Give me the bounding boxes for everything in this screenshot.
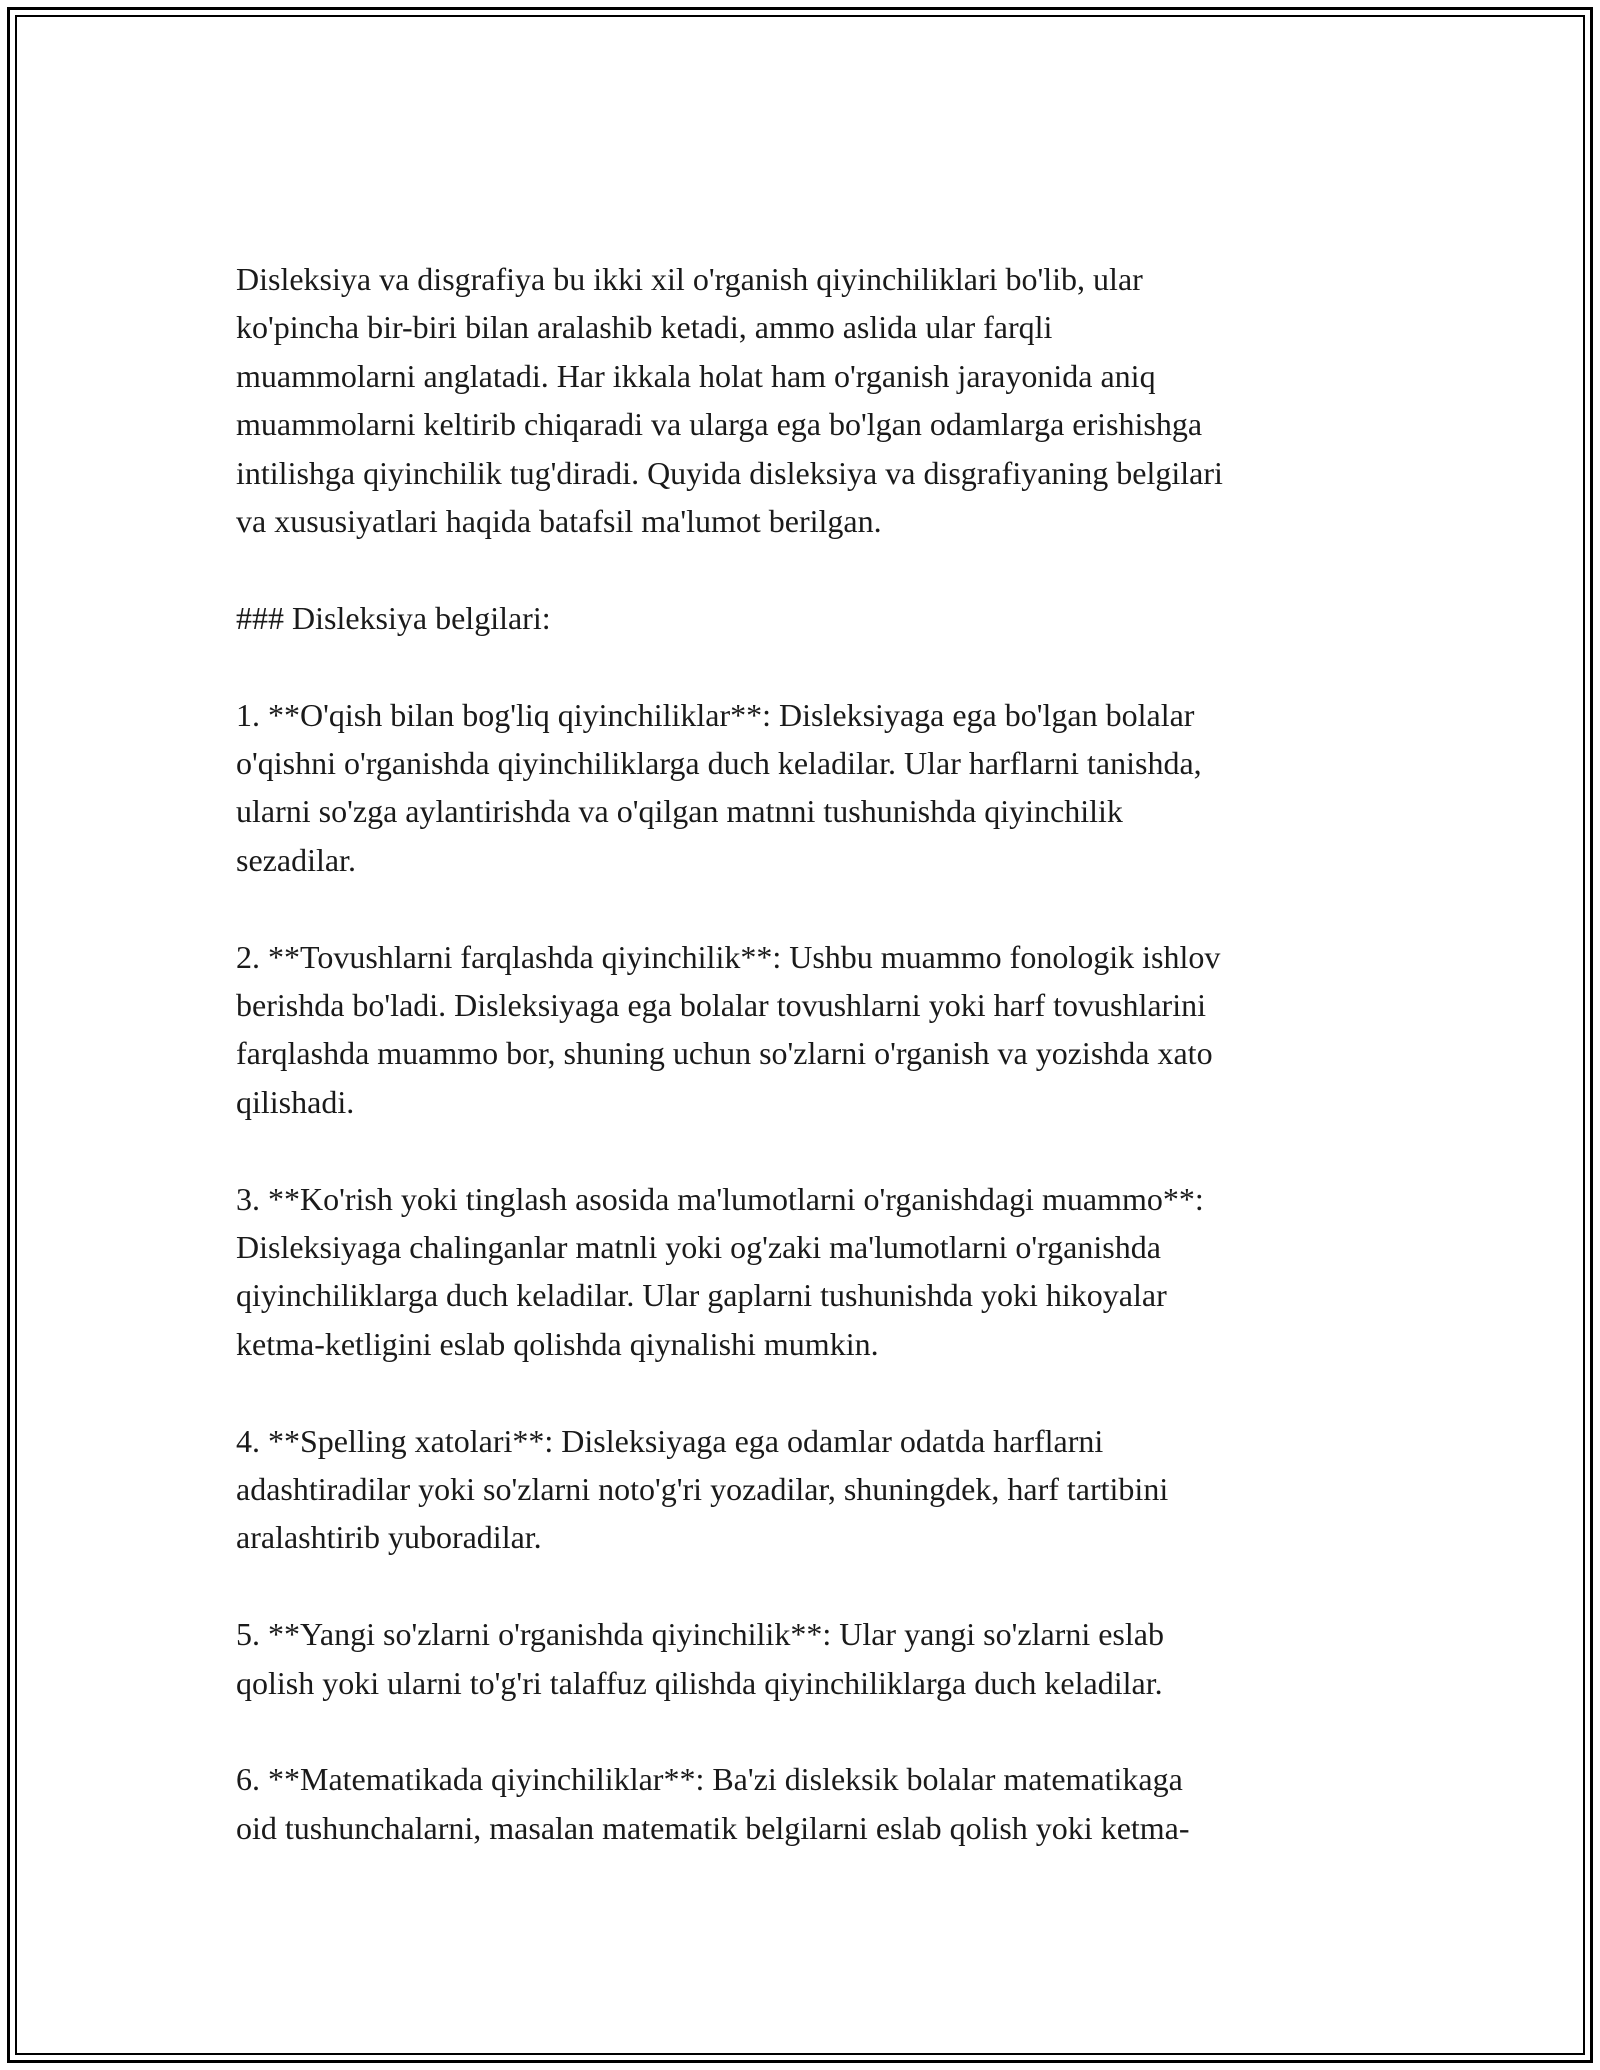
section-heading <box>236 594 1386 642</box>
text-line: ularni so'zga aylantirishda va o'qilgan matnni tushunishda qiyinchilik <box>236 793 1123 830</box>
text-line: o'qishni o'rganishda qiyinchiliklarga duch keladilar. Ular harflarni tanishda, <box>236 745 1202 782</box>
text-line: ko'pincha bir-biri bilan aralashib ketadi, ammo aslida ular farqli <box>236 309 1053 346</box>
list-item-4 <box>236 1417 1386 1562</box>
text-line: aralashtirib yuboradilar. <box>236 1519 542 1556</box>
heading-text: ### Disleksiya belgilari: <box>236 599 551 636</box>
text-line: 3. **Ko'rish yoki tinglash asosida ma'lumotlarni o'rganishdagi muammo**: <box>236 1180 1204 1217</box>
text-line: ketma-ketligini eslab qolishda qiynalishi mumkin. <box>236 1325 879 1362</box>
text-line: 1. **O'qish bilan bog'liq qiyinchiliklar**: Disleksiyaga ega bo'lgan bolalar <box>236 696 1195 733</box>
text-line: 2. **Tovushlarni farqlashda qiyinchilik**: Ushbu muammo fonologik ishlov <box>236 938 1221 975</box>
text-line: berishda bo'ladi. Disleksiyaga ega bolalar tovushlarni yoki harf tovushlarini <box>236 987 1206 1024</box>
list-item-2 <box>236 933 1386 1127</box>
text-line: adashtiradilar yoki so'zlarni noto'g'ri yozadilar, shuningdek, harf tartibini <box>236 1471 1169 1508</box>
list-item-1 <box>236 691 1386 885</box>
text-line: qiyinchiliklarga duch keladilar. Ular gaplarni tushunishda yoki hikoyalar <box>236 1277 1167 1314</box>
text-line: 6. **Matematikada qiyinchiliklar**: Ba'zi disleksik bolalar matematikaga <box>236 1761 1183 1798</box>
text-line: muammolarni anglatadi. Har ikkala holat ham o'rganish jarayonida aniq <box>236 357 1156 394</box>
text-line: Disleksiya va disgrafiya bu ikki xil o'rganish qiyinchiliklari bo'lib, ular <box>236 261 1143 297</box>
text-line: farqlashda muammo bor, shuning uchun so'zlarni o'rganish va yozishda xato <box>236 1035 1213 1072</box>
document-body <box>236 255 1386 1901</box>
text-line: qilishadi. <box>236 1083 355 1120</box>
intro-paragraph <box>236 255 1386 545</box>
text-line: 4. **Spelling xatolari**: Disleksiyaga ega odamlar odatda harflarni <box>236 1422 1104 1459</box>
text-line: va xususiyatlari haqida batafsil ma'lumot berilgan. <box>236 503 882 540</box>
text-line: qolish yoki ularni to'g'ri talaffuz qilishda qiyinchiliklarga duch keladilar. <box>236 1664 1163 1701</box>
text-line: intilishga qiyinchilik tug'diradi. Quyida disleksiya va disgrafiyaning belgilari <box>236 454 1223 491</box>
text-line: sezadilar. <box>236 841 356 878</box>
text-line: oid tushunchalarni, masalan matematik belgilarni eslab qolish yoki ketma- <box>236 1809 1190 1846</box>
list-item-5 <box>236 1610 1386 1707</box>
text-line: muammolarni keltirib chiqaradi va ularga ega bo'lgan odamlarga erishishga <box>236 406 1203 443</box>
list-item-6 <box>236 1755 1386 1852</box>
text-line: 5. **Yangi so'zlarni o'rganishda qiyinchilik**: Ular yangi so'zlarni eslab <box>236 1616 1164 1653</box>
list-item-3 <box>236 1175 1386 1369</box>
text-line: Disleksiyaga chalinganlar matnli yoki og'zaki ma'lumotlarni o'rganishda <box>236 1229 1161 1266</box>
